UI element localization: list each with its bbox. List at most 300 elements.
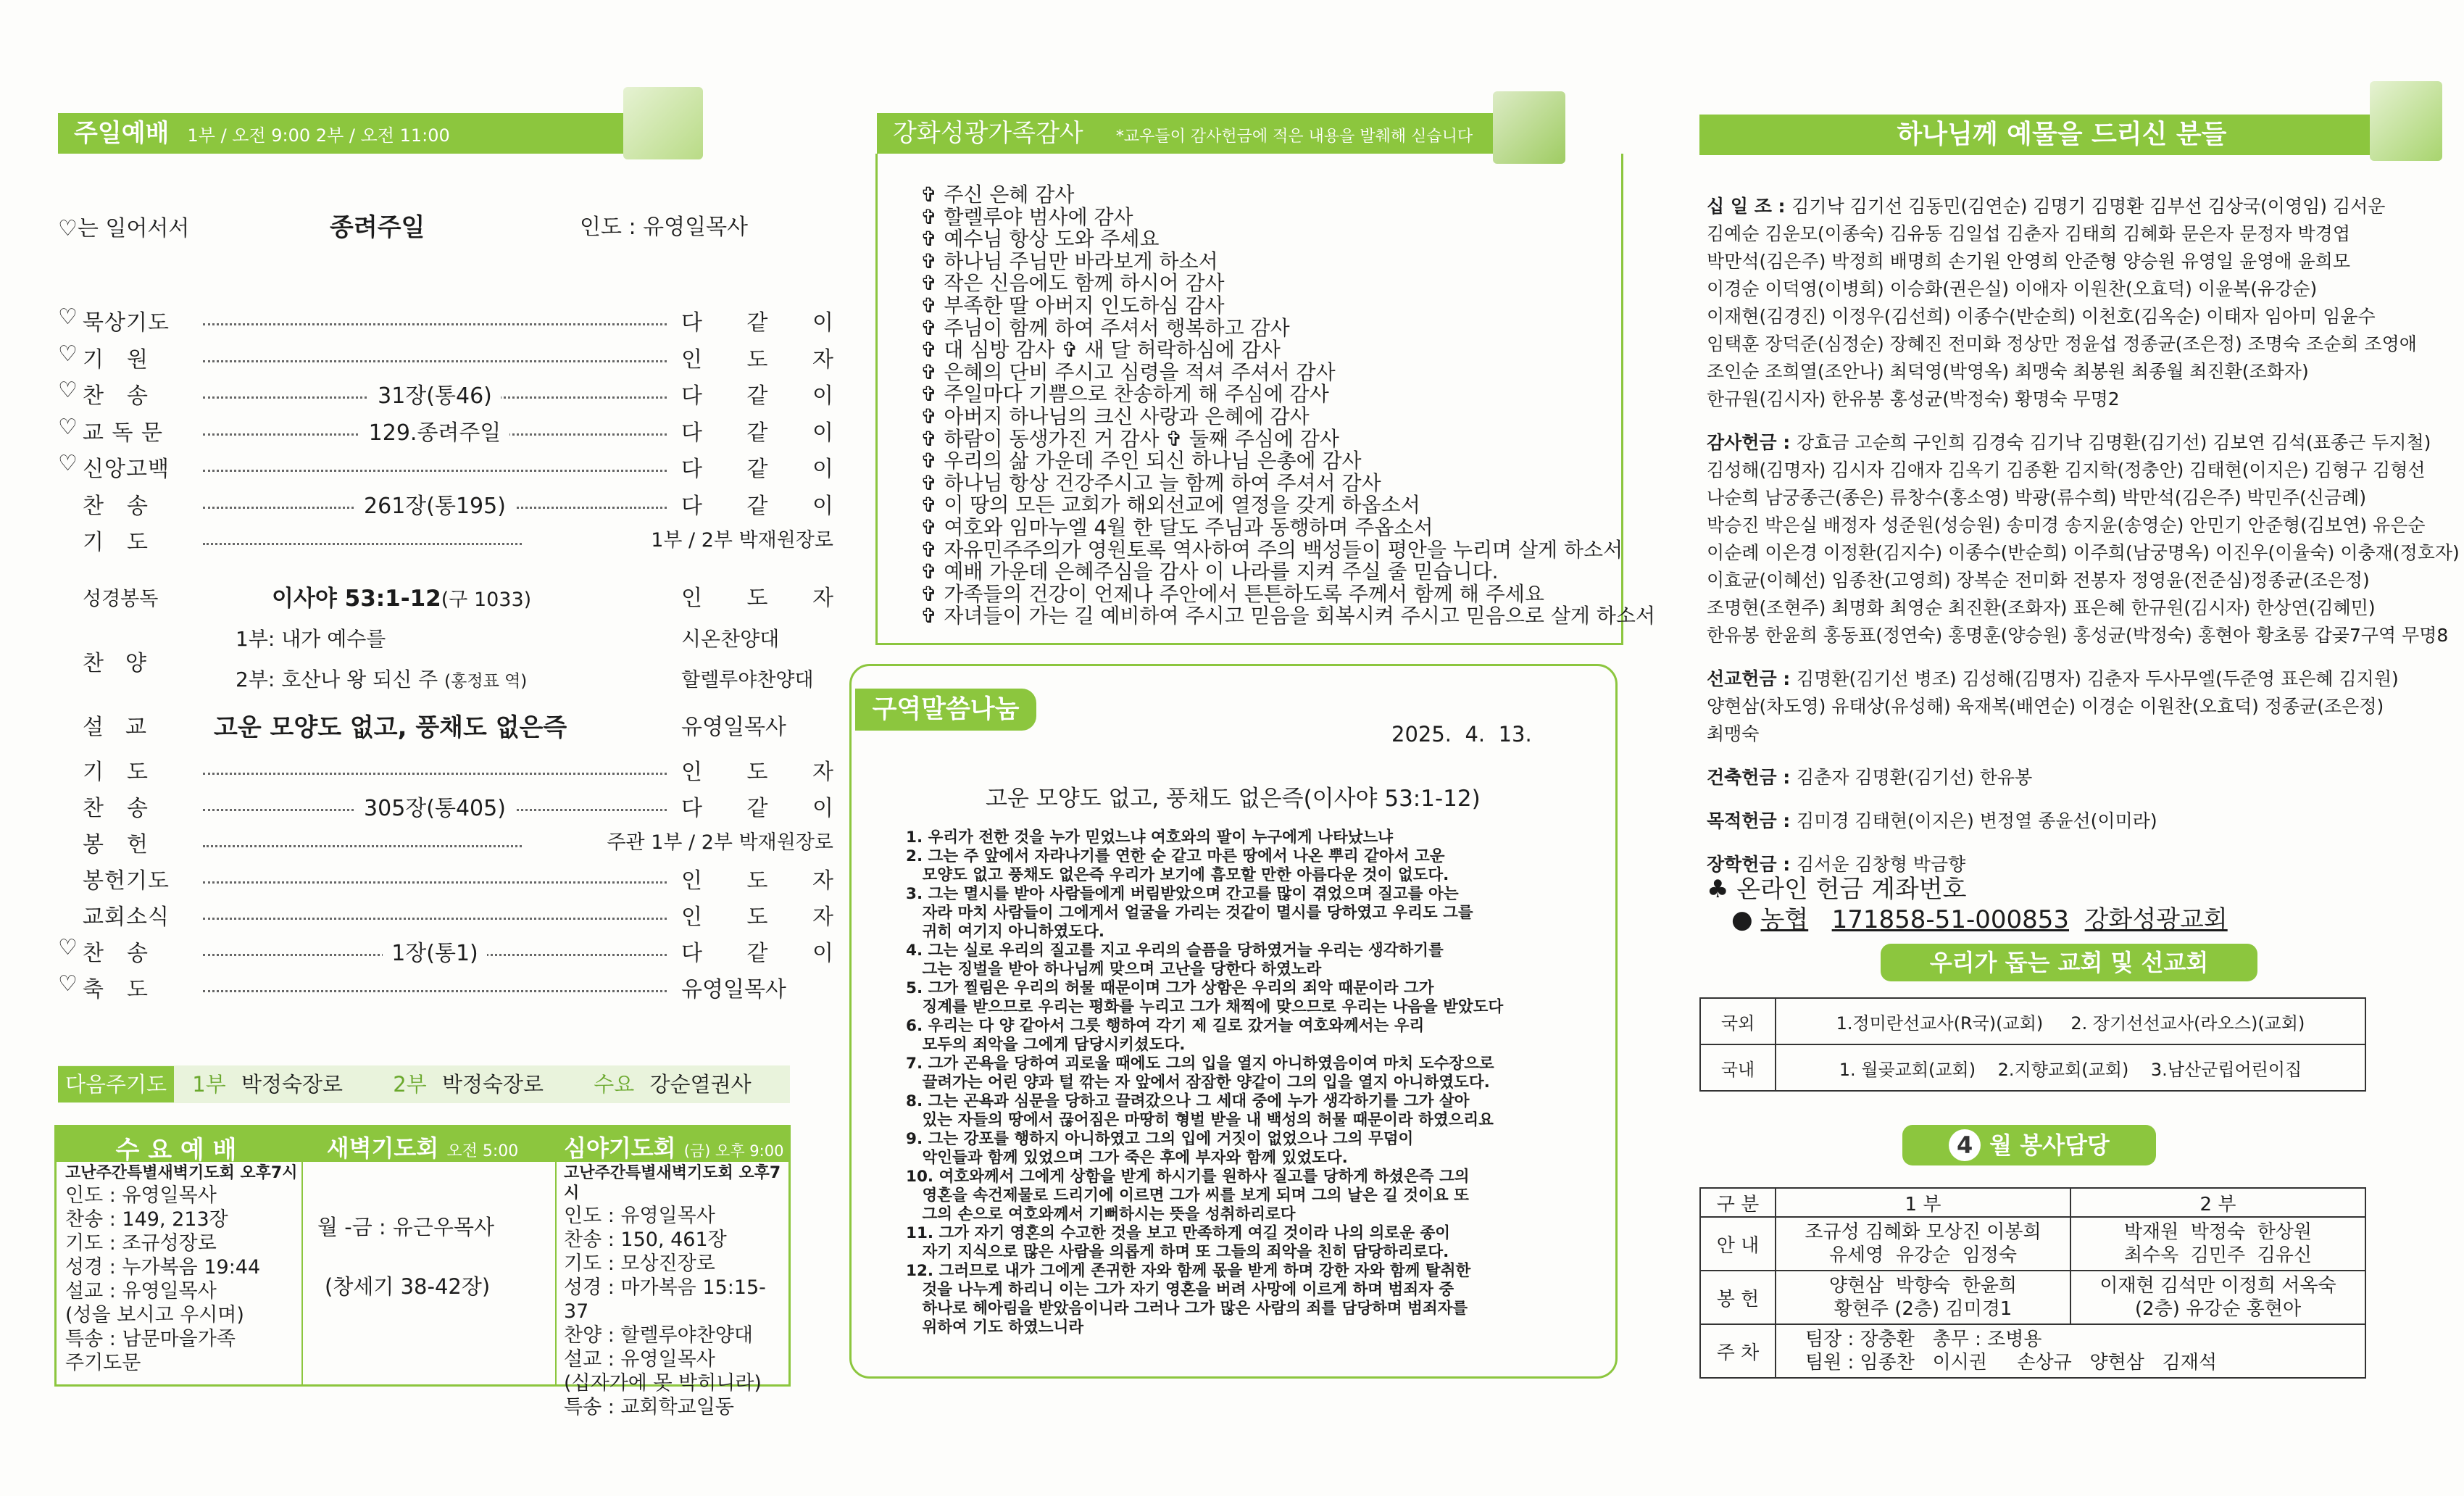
wed-line: 기도 : 조규성장로 <box>65 1232 217 1255</box>
offering-title: 하나님께 예물을 드리신 분들 <box>1897 120 2227 149</box>
dotted-leader <box>203 871 667 884</box>
sermon-row <box>58 707 786 744</box>
verse-line: 1. 우리가 전한 것을 누가 믿었느냐 여호와의 팔이 누구에게 나타났느냐 <box>906 828 1394 847</box>
thanks-text: 하람이 동생가진 거 감사 ✞ 둘째 주심에 감사 <box>944 426 1339 451</box>
service-line: 이재현 김석만 이정희 서옥숙 <box>2099 1275 2336 1297</box>
verse-line: 10. 여호와께서 그에게 상함을 받게 하시기를 원하사 질고를 당하게 하셨은즉 그의 <box>906 1168 1470 1186</box>
offering-names: 이경순 이덕영(이병희) 이승화(권은실) 이애자 이원찬(오효덕) 이윤복(유강순) <box>1707 278 2318 299</box>
service-line: 양현삼 박향숙 한윤희 <box>1828 1275 2018 1297</box>
order-row <box>58 971 786 1006</box>
wed-line: 찬송 : 149, 213장 <box>65 1208 228 1231</box>
thanks-item <box>920 228 1616 251</box>
night-line: 찬양 : 할렐루야찬양대 <box>564 1324 753 1347</box>
verse-line: 악인들과 함께 있었으며 그가 죽은 후에 부자와 함께 있었도다. <box>906 1149 1348 1167</box>
verse-line: 7. 그가 곤욕을 당하여 괴로울 때에도 그의 입을 열지 아니하였음이여 마치 도수장으로 <box>906 1055 1494 1073</box>
order-name: 교 독 문 <box>83 420 164 446</box>
cross-icon: ✞ <box>920 204 944 229</box>
verse-line: 것을 나누게 하리니 이는 그가 자기 영혼을 버려 사망에 이르게 하며 범죄자 중 <box>906 1281 1454 1299</box>
service-title: 4 월 봉사담당 <box>1902 1125 2156 1165</box>
order-right: 인 도 자 <box>681 760 833 785</box>
dawn-line2: (창세기 38-42장) <box>325 1274 491 1299</box>
sermon-label: 설 교 <box>83 715 146 740</box>
order-right: 다 같 이 <box>681 796 833 821</box>
order-name: 봉헌기도 <box>83 868 170 894</box>
thanks-text: 우리의 삶 가운데 주인 되신 하나님 은총에 감사 <box>944 449 1362 473</box>
order-name: 축 도 <box>83 977 149 1002</box>
header-photo <box>623 87 703 159</box>
mission-table <box>1699 997 2366 1092</box>
cross-icon: ✞ <box>920 493 944 518</box>
thanks-item <box>920 339 1616 362</box>
order-center-text: 31장(통46) <box>369 383 501 409</box>
service-key: 봉 헌 <box>1700 1271 1776 1324</box>
order-row <box>58 378 833 412</box>
night-line: (십자가에 못 박히니라) <box>564 1372 762 1395</box>
thanks-item <box>920 470 1616 495</box>
order-row <box>58 790 833 825</box>
weekday-services <box>54 1125 791 1418</box>
thanks-item <box>920 583 1616 606</box>
offering-line <box>1707 429 2431 457</box>
night-line: 설교 : 유영일목사 <box>564 1348 715 1371</box>
order-center-text: 261장(통195) <box>355 494 515 519</box>
thanks-item <box>920 295 1616 317</box>
offering-line <box>1707 567 2431 594</box>
service-head-cell: 구 분 <box>1700 1188 1776 1217</box>
offering-header <box>1699 115 2424 155</box>
cross-icon: ✞ <box>920 537 944 562</box>
order-right: 다 같 이 <box>681 941 833 966</box>
service-cell <box>1776 1324 2365 1378</box>
order-name: 찬 송 <box>83 383 149 409</box>
thanks-item <box>920 362 1616 384</box>
verse-line: 3. 그는 멸시를 받아 사람들에게 버림받았으며 간고를 많이 겪었으며 질고를 아는 <box>906 885 1459 903</box>
scripture-text: 이사야 53:1-12(구 1033) <box>272 586 532 612</box>
mission-title: 우리가 돕는 교회 및 선교회 <box>1881 944 2257 981</box>
order-name: 신앙고백 <box>83 457 170 482</box>
verse-line: 2. 그는 주 앞에서 자라나기를 연한 순 같고 마른 땅에서 나온 뿌리 같아서 고운 <box>906 847 1445 865</box>
thanks-item <box>920 184 1616 207</box>
verse-line: 귀히 여기지 아니하였도다. <box>906 923 1105 941</box>
offering-names: 김미경 김태현(이지은) 변정열 종윤선(이미라) <box>1797 810 2157 831</box>
dotted-leader <box>203 907 667 920</box>
thanks-note: *교우들이 감사헌금에 적은 내용을 발췌해 싣습니다 <box>1115 128 1473 146</box>
thanks-item <box>920 517 1616 539</box>
offering-label: 감사헌금 : <box>1707 432 1797 453</box>
service-line: 황현주 (2층) 김미경1 <box>1834 1298 2013 1320</box>
order-row <box>58 826 833 861</box>
order-row <box>58 488 833 523</box>
mission-value: 1.정미란선교사(R국)(교회) 2. 장기선선교사(라오스)(교회) <box>1776 998 2365 1044</box>
cell-date: 2025. 4. 13. <box>1391 722 1532 747</box>
offering-section <box>1707 807 2431 835</box>
verse-line: 자기 지식으로 많은 사람을 의롭게 하며 또 그들의 죄악을 친히 담당하리로다. <box>906 1243 1449 1261</box>
order-row <box>58 304 833 339</box>
cross-icon: ✞ <box>920 249 944 273</box>
offering-line <box>1707 484 2431 512</box>
thanks-text: 하나님 주님만 바라보게 하소서 <box>944 249 1218 273</box>
service-key: 주 차 <box>1700 1324 1776 1378</box>
order-right: 유영일목사 <box>681 977 786 1002</box>
service-line: 박재원 박정숙 한상원 <box>2123 1221 2313 1243</box>
service-cell <box>1776 1271 2070 1324</box>
night-line: 기도 : 모상진장로 <box>564 1252 715 1275</box>
order-right: 다 같 이 <box>681 493 833 519</box>
dawn-title: 새벽기도회 오전 5:00 <box>326 1134 519 1162</box>
order-right: 주관 1부 / 2부 박재원장로 <box>607 831 833 854</box>
offering-photo <box>2370 81 2442 161</box>
order-center <box>203 378 667 410</box>
sermon-right: 유영일목사 <box>681 715 786 740</box>
wed-line: 주기도문 <box>65 1352 141 1374</box>
offering-line <box>1707 220 2431 248</box>
heart-icon: ♡ <box>58 216 78 241</box>
offering-label: 목적헌금 : <box>1707 810 1797 831</box>
sermon-title: 고운 모양도 없고, 풍채도 없은즉 <box>214 713 567 742</box>
heart-icon: ♡ <box>58 304 78 330</box>
sunday-service-header <box>58 113 681 154</box>
service-times: 1부 / 오전 9:00 2부 / 오전 11:00 <box>187 125 450 146</box>
club-icon: ♣ <box>1707 875 1729 904</box>
wed-content: 고난주간특별새벽기도회 오후7시 인도 : 유영일목사 찬송 : 149, 213장 기도 : 조규성장로 성경 : 누가복음 19:44 설교 : 유영일목사 (성을 보시고 우시며) 특송 : 남문마을가족 주기도문 <box>65 1163 301 1375</box>
thanks-text: 예배 가운데 은혜주심을 감사 이 나라를 지켜 주실 줄 믿습니다. <box>944 560 1499 584</box>
offering-names: 박승진 박은실 배정자 성준원(성승원) 송미경 송지윤(송영순) 안민기 안준형(김보연) 유은순 <box>1707 515 2426 536</box>
service-line: (2층) 유강순 홍현아 <box>2134 1298 2302 1320</box>
verse-line: 영혼을 속건제물로 드리기에 이르면 그가 씨를 보게 되며 그의 날은 길 것이요 또 <box>906 1187 1469 1205</box>
heart-icon: ♡ <box>58 971 78 997</box>
service-head <box>1700 1188 2365 1217</box>
thanks-item <box>920 251 1616 273</box>
offering-label: 선교헌금 : <box>1707 668 1797 689</box>
offering-names: 김춘자 김명환(김기선) 한유봉 <box>1797 767 2033 788</box>
offering-line <box>1707 594 2431 622</box>
offering-line <box>1707 665 2431 693</box>
service-line: 조규성 김혜화 모상진 이봉희 <box>1805 1221 2041 1243</box>
verse-line: 11. 그가 자기 영혼의 수고한 것을 보고 만족하게 여길 것이라 나의 의로운 종이 <box>906 1224 1450 1242</box>
account-holder: 강화성광교회 <box>2084 905 2228 934</box>
offering-names: 이순례 이은경 이정환(김지수) 이종수(반순희) 이주희(남궁명옥) 이진우(이율숙) 이충재(정호자) <box>1707 542 2460 563</box>
dotted-leader <box>203 313 667 325</box>
order-row <box>58 935 833 970</box>
next-prayer-3: 강순열권사 <box>649 1072 752 1097</box>
order-name: 교회소식 <box>83 905 170 930</box>
service-head-cell: 2 부 <box>2070 1188 2365 1217</box>
thanks-item <box>920 383 1616 406</box>
thanks-text: 대 심방 감사 ✞ 새 달 허락하심에 감사 <box>944 338 1281 362</box>
thanks-text: 아버지 하나님의 크신 사랑과 은혜에 감사 <box>944 404 1310 428</box>
offering-line <box>1707 720 2431 748</box>
order-right: 다 같 이 <box>681 310 833 336</box>
order-name: 기 도 <box>83 760 149 785</box>
heart-icon: ♡ <box>58 414 78 440</box>
service-line: 최수옥 김민주 김유신 <box>2123 1244 2313 1266</box>
cell-title: 고운 모양도 없고, 풍채도 없은즉(이사야 53:1-12) <box>986 786 1481 812</box>
cross-icon: ✞ <box>920 515 944 539</box>
wed-title: 수 요 예 배 <box>115 1136 237 1165</box>
dotted-leader <box>203 460 667 472</box>
wed-line: 특송 : 남문마을가족 <box>65 1328 236 1350</box>
cross-icon: ✞ <box>920 449 944 473</box>
offering-line <box>1707 386 2431 413</box>
service-line: 유세영 유강순 임정숙 <box>1828 1244 2018 1266</box>
offering-names: 한규원(김시자) 한유봉 홍성균(박정숙) 황명숙 무명2 <box>1707 388 2120 410</box>
order-name: 기 도 <box>83 530 149 555</box>
dotted-leader <box>203 762 667 775</box>
offering-names: 김기낙 김기선 김동민(김연순) 김명기 김명환 김부선 김상국(이영임) 김서운 <box>1791 196 2386 217</box>
cross-icon: ✞ <box>920 183 944 207</box>
next-prayer-2: 박정숙장로 <box>441 1072 544 1097</box>
cross-icon: ✞ <box>920 581 944 606</box>
order-center <box>203 790 667 822</box>
heart-icon: ♡ <box>58 451 78 476</box>
offering-section <box>1707 665 2431 748</box>
offering-names: 강효금 고순희 구인희 김경숙 김기낙 김명환(김기선) 김보연 김석(표종근 두지철) <box>1797 432 2431 453</box>
verse-line: 5. 그가 찔림은 우리의 허물 때문이며 그가 상함은 우리의 죄악 때문이라 그가 <box>906 979 1434 997</box>
order-right: 인 도 자 <box>681 868 833 894</box>
next-prayer-bar: 다음주기도 1부 박정숙장로 2부 박정숙장로 수요 강순열권사 <box>58 1065 790 1103</box>
cross-icon: ✞ <box>920 271 944 296</box>
wed-line: 인도 : 유영일목사 <box>65 1184 217 1207</box>
verse-line: 끌려가는 어린 양과 털 깎는 자 앞에서 잠잠한 양같이 그의 입을 열지 아니하였도다. <box>906 1073 1490 1092</box>
verse-line: 징계를 받으므로 우리는 평화를 누리고 그가 채찍에 맞으므로 우리는 나음을 받았도다 <box>906 998 1504 1016</box>
verse-line: 그의 손으로 여호와께서 기뻐하시는 뜻을 성취하리로다 <box>906 1205 1296 1223</box>
verse-line: 모양도 없고 풍채도 없은즉 우리가 보기에 흠모할 만한 아름다운 것이 없도다. <box>906 866 1449 884</box>
thanks-text: 주님이 함께 하여 주셔서 행복하고 감사 <box>944 315 1290 340</box>
mission-key: 국외 <box>1700 998 1776 1044</box>
heart-icon: ♡ <box>58 935 78 960</box>
offering-names: 김예순 김운모(이종숙) 김유동 김일섭 김춘자 김태희 김혜화 문은자 문정자 박경엽 <box>1707 223 2350 244</box>
heart-icon: ♡ <box>58 341 78 367</box>
verse-line: 있는 자들의 땅에서 끊어짐은 마땅히 형벌 받을 내 백성의 허물 때문이라 하였으리요 <box>906 1111 1494 1129</box>
thanks-item <box>920 273 1616 295</box>
offering-label: 장학헌금 : <box>1707 854 1797 875</box>
offering-names: 김명환(김기선 병조) 김성해(김명자) 김춘자 두사무엘(두준영 표은혜 김지원) <box>1797 668 2399 689</box>
scripture-label: 성경봉독 <box>83 588 159 610</box>
thanks-item <box>920 537 1623 562</box>
order-name: 기 원 <box>83 346 149 373</box>
thanks-item <box>920 561 1616 583</box>
cross-icon: ✞ <box>920 338 944 362</box>
offering-line <box>1707 622 2449 649</box>
thanks-text: 부족한 딸 아버지 인도하심 감사 <box>944 293 1225 317</box>
cell-verses <box>906 828 1609 1337</box>
service-head-cell: 1 부 <box>1776 1188 2070 1217</box>
verse-line: 하나로 헤아림을 받았음이니라 그러나 그가 많은 사람의 죄를 담당하며 범죄자를 <box>906 1300 1468 1318</box>
order-name: 봉 헌 <box>83 832 149 857</box>
verse-line: 그는 징벌을 받아 하나님께 맞으며 고난을 당한다 하였노라 <box>906 960 1322 978</box>
choir-label: 찬 양 <box>83 651 146 676</box>
cross-icon: ✞ <box>920 293 944 317</box>
verse-line: 자라 마치 사람들이 그에게서 얼굴을 가리는 것같이 멸시를 당하였고 우리도 그를 <box>906 904 1473 922</box>
account-number: 171858-51-000853 <box>1831 905 2070 934</box>
thanks-text: 작은 신음에도 함께 하시어 감사 <box>944 271 1225 296</box>
offering-names: 김서운 김창형 박금향 <box>1797 854 1966 875</box>
mission-value: 1. 월곶교회(교회) 2.지향교회(교회) 3.남산군립어린이집 <box>1776 1044 2365 1091</box>
cross-icon: ✞ <box>920 470 944 495</box>
thanks-text: 예수님 항상 도와 주세요 <box>944 227 1160 252</box>
offering-section <box>1707 764 2431 791</box>
thanks-item <box>920 428 1616 451</box>
night-line: 성경 : 마가복음 15:15-37 <box>564 1276 766 1323</box>
order-center-text: 129.종려주일 <box>360 420 510 446</box>
order-row <box>58 899 833 934</box>
verse-line: 12. 그러므로 내가 그에게 존귀한 자와 함께 몫을 받게 하며 강한 자와 함께 탈취한 <box>906 1262 1471 1280</box>
offering-line <box>1707 457 2431 484</box>
order-name: 찬 송 <box>83 493 149 519</box>
cross-icon: ✞ <box>920 315 944 340</box>
thanks-item <box>920 317 1616 340</box>
sunday-name: 종려주일 <box>330 213 425 242</box>
cross-icon: ✞ <box>920 382 944 407</box>
next-prayer-1: 박정숙장로 <box>241 1072 344 1097</box>
order-row <box>58 341 833 376</box>
dotted-leader <box>203 350 667 362</box>
choir-right2: 할렐루야찬양대 <box>681 669 814 691</box>
bullet-icon: ● <box>1731 905 1753 934</box>
service-cell <box>2070 1271 2365 1324</box>
offering-names: 임택훈 장덕준(심정순) 장혜진 전미화 정상만 정윤섭 정종균(조은정) 조명숙 조순희 조영애 <box>1707 333 2417 354</box>
verse-line: 6. 우리는 다 양 같아서 그릇 행하여 각기 제 길로 갔거늘 여호와께서는 우리 <box>906 1017 1425 1035</box>
order-right: 다 같 이 <box>681 420 833 446</box>
thanks-item <box>920 604 1655 628</box>
offering-line <box>1707 303 2431 331</box>
offering-section <box>1707 429 2460 649</box>
offering-line <box>1707 512 2431 539</box>
service-table <box>1699 1187 2366 1379</box>
offering-line <box>1707 248 2431 275</box>
offering-line <box>1707 275 2431 303</box>
leader: 인도 : 유영일목사 <box>580 215 749 240</box>
order-center <box>203 935 667 967</box>
cross-icon: ✞ <box>920 604 944 628</box>
service-line: 팀장 : 장충환 총무 : 조병용 <box>1805 1329 2042 1350</box>
verse-line: 8. 그는 곤욕과 심문을 당하고 끌려갔으나 그 세대 중에 누가 생각하기를 그가 살아 <box>906 1092 1470 1110</box>
month-badge: 4 <box>1949 1129 1981 1161</box>
offering-names: 김성해(김명자) 김시자 김애자 김옥기 김종환 김지학(정충안) 김태현(이지은) 김형구 김형선 <box>1707 460 2426 481</box>
thanks-text: 여호와 임마누엘 4월 한 달도 주님과 동행하며 주옵소서 <box>944 515 1433 539</box>
order-right: 인 도 자 <box>681 346 833 373</box>
thanks-text: 이 땅의 모든 교회가 해외선교에 열정을 갖게 하옵소서 <box>944 493 1420 518</box>
choir-right1: 시온찬양대 <box>681 627 780 651</box>
verse-line: 모두의 죄악을 그에게 담당시키셨도다. <box>906 1036 1186 1054</box>
wed-line: (성을 보시고 우시며) <box>65 1304 244 1326</box>
offering-line <box>1707 693 2431 720</box>
offering-names: 최맹숙 <box>1707 723 1760 744</box>
cross-photo <box>1493 91 1565 164</box>
offering-section <box>1707 193 2431 413</box>
cross-icon: ✞ <box>920 227 944 252</box>
order-row <box>58 414 833 449</box>
thanks-text: 하나님 항상 건강주시고 늘 함께 하여 주셔서 감사 <box>944 470 1381 495</box>
order-right: 1부 / 2부 박재원장로 <box>651 529 833 552</box>
order-right: 다 같 이 <box>681 383 833 409</box>
night-title: 심야기도회 (금) 오후 9:00 <box>564 1134 784 1162</box>
thanks-text: 가족들의 건강이 언제나 주안에서 튼튼하도록 주께서 함께 해 주세요 <box>944 581 1544 606</box>
verse-line: 4. 그는 실로 우리의 질고를 지고 우리의 슬픔을 당하였거늘 우리는 생각하기를 <box>906 942 1444 960</box>
choir-line1: 1부: 내가 예수를 <box>236 627 386 651</box>
offering-line <box>1707 331 2431 358</box>
dawn-line1: 월 -금 : 유근우목사 <box>317 1215 494 1239</box>
thanks-list <box>920 183 1655 628</box>
order-name: 찬 송 <box>83 941 149 966</box>
mission-key: 국내 <box>1700 1044 1776 1091</box>
thanks-item <box>920 406 1616 428</box>
wed-line: 성경 : 누가복음 19:44 <box>65 1256 261 1279</box>
cross-icon: ✞ <box>920 360 944 384</box>
night-content: 고난주간특별새벽기도회 오후7시 인도 : 유영일목사 찬송 : 150, 461장 기도 : 모상진장로 성경 : 마가복음 15:15-37 찬양 : 할렐루야찬양대 설교 : 유영일목사 (십자가에 못 박히니라) 특송 : 교회학교일동 <box>564 1163 788 1419</box>
service-row <box>1700 1271 2365 1324</box>
mission-row <box>1700 1044 2365 1091</box>
heart-icon: ♡ <box>58 378 78 403</box>
dotted-leader <box>203 533 522 545</box>
offering-names: 이효균(이혜선) 임종찬(고영희) 장복순 전미화 전봉자 정영윤(전준심)정종균(조은정) <box>1707 570 2370 591</box>
offering-names: 양현삼(차도영) 유태상(유성해) 육재복(배연순) 이경순 이원찬(오효덕) 정종균(조은정) <box>1707 696 2384 717</box>
thanks-text: 주신 은혜 감사 <box>944 183 1075 207</box>
service-line: 팀원 : 임종찬 이시권 손상규 양현삼 김재석 <box>1805 1352 2217 1374</box>
choir-row <box>58 620 814 700</box>
order-center-text: 1장(통1) <box>383 941 487 966</box>
cross-icon: ✞ <box>920 404 944 428</box>
order-row <box>58 451 833 486</box>
thanks-text: 자유민주주의가 영원토록 역사하여 주의 백성들이 평안을 누리며 살게 하소서 <box>944 537 1623 562</box>
next-prayer-label: 다음주기도 <box>58 1066 174 1102</box>
offering-names: 박만석(김은주) 박정희 배명희 손기원 안영희 안준형 양승원 유영일 윤영애 윤희모 <box>1707 251 2350 272</box>
service-key: 안 내 <box>1700 1217 1776 1271</box>
cell-tab: 구역말씀나눔 <box>855 689 1036 731</box>
order-right: 다 같 이 <box>681 457 833 482</box>
order-right: 인 도 자 <box>681 905 833 930</box>
order-center <box>203 488 667 520</box>
thanks-text: 은혜의 단비 주시고 심령을 적셔 주셔서 감사 <box>944 360 1336 384</box>
verse-line: 9. 그는 강포를 행하지 아니하였고 그의 입에 거짓이 없었으나 그의 무덤이 <box>906 1130 1414 1148</box>
mission-row <box>1700 998 2365 1044</box>
wed-line: 설교 : 유영일목사 <box>65 1280 217 1302</box>
service-row <box>1700 1324 2365 1378</box>
dotted-leader <box>203 980 667 992</box>
thanks-text: 할렐루야 범사에 감사 <box>944 204 1133 229</box>
night-line: 특송 : 교회학교일동 <box>564 1396 734 1418</box>
order-name: 묵상기도 <box>83 310 170 336</box>
offering-line <box>1707 358 2431 386</box>
order-row <box>58 863 833 897</box>
scripture-row <box>58 580 833 616</box>
offering-names: 나순희 남궁종근(종은) 류창수(홍소영) 박광(류수희) 박만석(김은주) 박민주(신금례) <box>1707 487 2367 508</box>
thanks-item <box>920 204 1616 229</box>
scripture-right: 인 도 자 <box>681 586 833 611</box>
choir-line2: 2부: 호산나 왕 되신 주 (홍정표 역) <box>236 668 528 691</box>
order-name: 찬 송 <box>83 796 149 821</box>
night-line: 인도 : 유영일목사 <box>564 1205 715 1227</box>
offering-names: 한유봉 한윤희 홍동표(정연숙) 홍명훈(양승원) 홍성균(박정숙) 홍현아 황초롱 갑곶7구역 무명8 <box>1707 625 2449 646</box>
sunday-service-title: 주일예배 <box>74 119 170 148</box>
order-center-text: 305장(통405) <box>355 796 515 821</box>
online-offering <box>1707 874 2431 935</box>
order-row <box>58 754 833 789</box>
offering-line <box>1707 764 2431 791</box>
offering-label: 십 일 조 : <box>1707 196 1792 217</box>
offering-list <box>1707 193 2460 894</box>
verse-line: 위하여 기도 하였느니라 <box>906 1318 1084 1337</box>
thanks-text: 주일마다 기쁨으로 찬송하게 해 주심에 감사 <box>944 382 1329 407</box>
thanks-title: 강화성광가족감사 <box>893 119 1083 148</box>
offering-label: 건축헌금 : <box>1707 767 1797 788</box>
thanks-header <box>877 113 1522 154</box>
stand-note: ♡는 일어서서 <box>58 216 190 241</box>
night-line: 찬송 : 150, 461장 <box>564 1229 727 1251</box>
bank: 농협 <box>1760 905 1809 934</box>
order-row <box>58 524 833 559</box>
offering-names: 이재현(김경진) 이정우(김선희) 이종수(반순희) 이천호(김옥순) 이태자 임아미 임윤수 <box>1707 306 2376 327</box>
